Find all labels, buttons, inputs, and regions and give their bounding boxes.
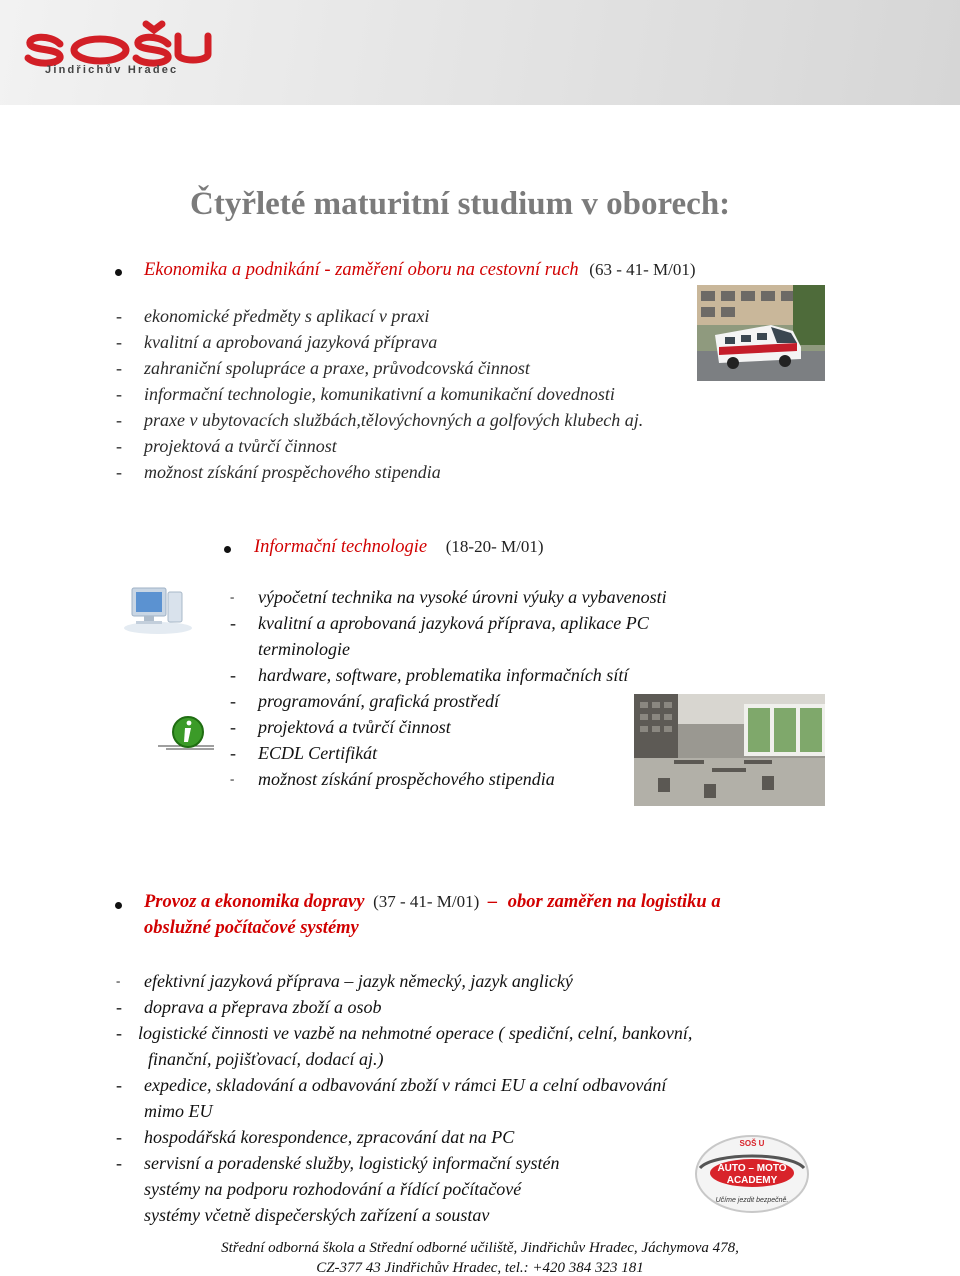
- auto-moto-academy-logo: [694, 1132, 810, 1214]
- bullet-section2: [224, 546, 231, 553]
- svg-text:SOŠ U: SOŠ U: [739, 1139, 765, 1148]
- section1-title: Ekonomika a podnikání - zaměření oboru na cestovní ruch: [144, 260, 579, 280]
- section1-heading: [144, 260, 696, 281]
- footer-address: [0, 1238, 960, 1276]
- computer-icon: [120, 578, 196, 636]
- section3-title: Provoz a ekonomika dopravy: [144, 892, 365, 912]
- svg-text:Učíme jezdit bezpečně.: Učíme jezdit bezpečně.: [715, 1197, 789, 1204]
- logo-subtitle: Jindřichův Hradec: [45, 64, 179, 76]
- section2-heading: [254, 537, 544, 558]
- section1-code: (63 - 41- M/01): [589, 260, 696, 279]
- section3-heading-line2: obslužné počítačové systémy: [144, 918, 359, 938]
- footer-line-2: CZ-377 43 Jindřichův Hradec, tel.: +420 384 323 181: [316, 1260, 644, 1276]
- section3-dash: –: [487, 892, 498, 912]
- minibus-photo: [697, 285, 825, 381]
- classroom-photo: [634, 694, 825, 806]
- section2-code: (18-20- M/01): [445, 537, 544, 556]
- page-title: Čtyřleté maturitní studium v oborech:: [190, 186, 731, 222]
- section2-title: Informační technologie: [254, 537, 428, 557]
- bullet-section1: [115, 269, 122, 276]
- info-icon: [158, 712, 218, 760]
- section3-code: (37 - 41- M/01): [373, 892, 480, 911]
- section3-heading: [144, 892, 721, 913]
- bullet-section3: [115, 902, 122, 909]
- section3-heading-rest: obor zaměřen na logistiku a: [507, 892, 721, 912]
- svg-text:AUTO – MOTO: AUTO – MOTO: [717, 1163, 787, 1174]
- footer-line-1: Střední odborná škola a Střední odborné učiliště, Jindřichův Hradec, Jáchymova 478,: [221, 1240, 739, 1256]
- svg-text:ACADEMY: ACADEMY: [726, 1175, 778, 1186]
